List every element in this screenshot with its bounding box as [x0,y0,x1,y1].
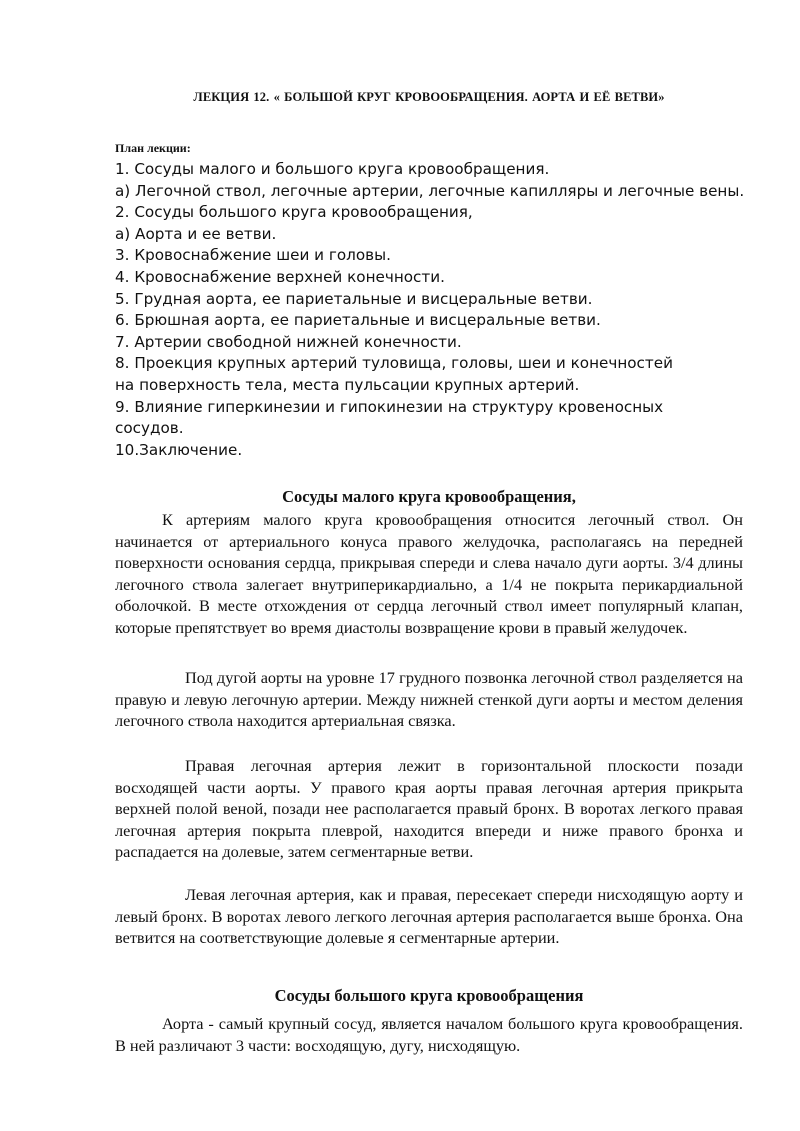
section-heading-pulmonary: Сосуды малого круга кровообращения, [282,487,576,506]
paragraph: Аорта - самый крупный сосуд, является началом большого круга кровообращения. В ней различают 3 части: восходящую, дугу, нисходящую. [115,1014,743,1055]
plan-item: 2. Сосуды большого круга кровообращения, [115,203,473,222]
plan-item: на поверхность тела, места пульсации крупных артерий. [115,375,580,394]
plan-item: 3. Кровоснабжение шеи и головы. [115,246,391,265]
lecture-title: ЛЕКЦИЯ 12. « БОЛЬШОЙ КРУГ КРОВООБРАЩЕНИЯ. АОРТА И ЕЁ ВЕТВИ» [193,90,665,104]
plan-item: 7. Артерии свободной нижней конечности. [115,332,462,351]
plan-item: сосудов. [115,419,184,438]
plan-item: 6. Брюшная аорта, ее париетальные и висцеральные ветви. [115,311,601,330]
plan-item: 9. Влияние гиперкинезии и гипокинезии на структуру кровеносных [115,397,664,416]
paragraph: Под дугой аорты на уровне 17 грудного позвонка легочной ствол разделяется на правую и левую легочную артерии. Между нижней стенкой дуги аорты и местом деления легочного ствола находится артериальная связка. [115,668,743,731]
plan-item: 5. Грудная аорта, ее париетальные и висцеральные ветви. [115,289,593,308]
plan-item: 1. Сосуды малого и большого круга кровообращения. [115,160,550,178]
plan-item: 4. Кровоснабжение верхней конечности. [115,267,445,286]
paragraph: Левая легочная артерия, как и правая, пересекает спереди нисходящую аорту и левый бронх. В воротах левого легкого легочная артерия располагается выше бронха. Она ветвится на соответствующие долевые я сегментарные артерии. [115,885,743,948]
paragraph: Правая легочная артерия лежит в горизонтальной плоскости позади восходящей части аорты. У правого края аорты правая легочная артерия прикрыта верхней полой веной, позади нее располагается правый бронх. В воротах легкого правая легочная артерия покрыта плеврой, находится впереди и ниже правого бронха и распадается на долевые, затем сегментарные ветви. [115,756,743,862]
plan-item: а) Легочной ствол, легочные артерии, легочные капилляры и легочные вены. [115,181,745,200]
section-heading-systemic: Сосуды большого круга кровообращения [274,986,584,1005]
plan-label: План лекции: [115,141,191,155]
plan-item: 8. Проекция крупных артерий туловища, головы, шеи и конечностей [115,354,673,373]
plan-item: 10.Заключение. [115,440,243,459]
paragraph: К артериям малого круга кровообращения относится легочный ствол. Он начинается от артериального конуса правого желудочка, располагаясь на передней поверхности основания сердца, прикрывая спереди и слева начало дуги аорты. 3/4 длины легочного ствола залегает внутриперикардиально, а 1/4 не покрыта перикардиальной оболочкой. В месте отхождения от сердца легочный ствол имеет популярный клапан, которые препятствует во время диастолы возвращение крови в правый желудочек. [115,510,743,637]
plan-item: а) Аорта и ее ветви. [115,224,277,243]
lecture-plan-list [115,159,755,461]
